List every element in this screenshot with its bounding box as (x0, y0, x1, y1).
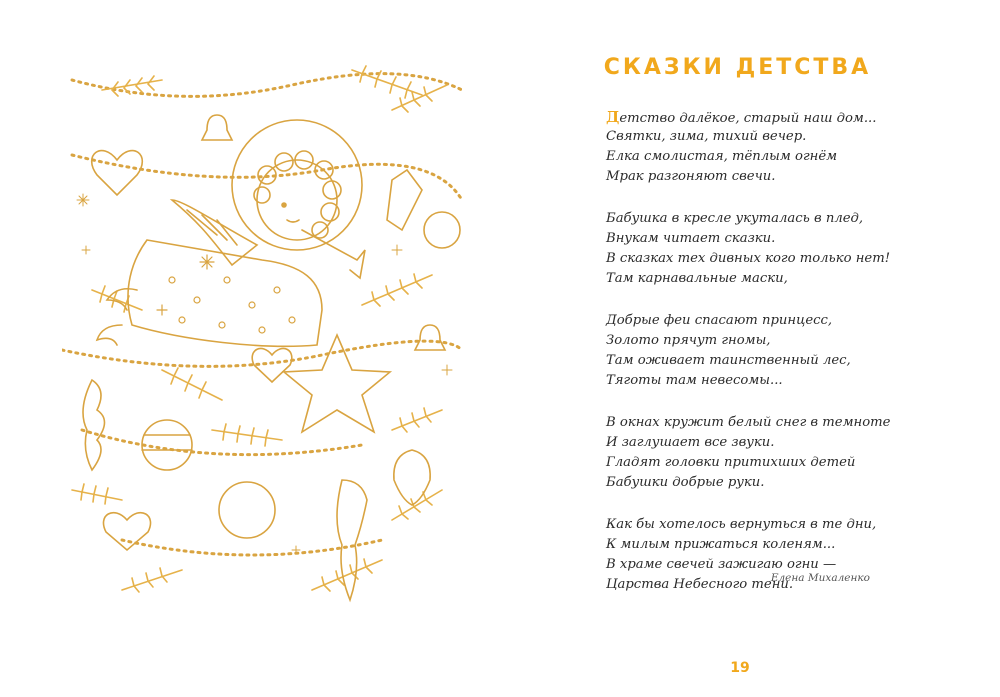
stanza (606, 107, 926, 187)
poem-line: В окнах кружит белый снег в темноте (606, 415, 891, 430)
stanza (606, 413, 926, 493)
ball-ornament (219, 482, 275, 538)
poem-line: Бабушки добрые руки. (606, 475, 765, 490)
poem-line: Мрак разгоняют свечи. (606, 169, 776, 184)
poem-line: В сказках тех дивных кого только нет! (606, 251, 891, 266)
poem-line (606, 107, 926, 127)
bell-ornament (415, 325, 445, 350)
icicle-ornament (83, 380, 105, 470)
page-title: СКАЗКИ ДЕТСТВА (603, 55, 872, 80)
poem-line: Бабушка в кресле укуталась в плед, (606, 211, 864, 226)
bead-garland (62, 341, 462, 366)
page-number: 19 (730, 660, 750, 676)
candy-ornament (387, 170, 422, 230)
bead-garland (122, 540, 382, 555)
poem-line: Гладят головки притихших детей (606, 455, 856, 470)
poem-line: Там оживает таинственный лес, (606, 353, 851, 368)
poem-line: Как бы хотелось вернуться в те дни, (606, 517, 877, 532)
poem-line: В храме свечей зажигаю огни — (606, 557, 837, 572)
poem-line: Тяготы там невесомы... (606, 373, 783, 388)
star-ornament (284, 335, 390, 432)
bead-garland (82, 430, 362, 455)
bead-garland (72, 155, 462, 200)
poem-line: Золото прячут гномы, (606, 333, 771, 348)
poem-line: К милым прижаться коленям... (606, 537, 836, 552)
poem-line: Там карнавальные маски, (606, 271, 788, 286)
poem-line: И заглушает все звуки. (606, 435, 775, 450)
poem-line: Добрые феи спасают принцесс, (606, 313, 833, 328)
christmas-angel-illustration (62, 50, 462, 620)
author-signature: Елена Михаленко (770, 572, 870, 584)
stanza (606, 209, 926, 289)
bell-ornament (202, 115, 232, 140)
ball-ornament (424, 212, 460, 248)
poem-line: Внукам читает сказки. (606, 231, 776, 246)
poem-line: Святки, зима, тихий вечер. (606, 129, 807, 144)
stanza (606, 311, 926, 391)
poem-line: Царства Небесного тени. (606, 577, 794, 592)
drop-cap: Д (606, 108, 620, 126)
heart-ornament (92, 151, 143, 195)
poem-line-text: етство далёкое, старый наш дом... (619, 111, 877, 126)
robe-pattern (157, 255, 295, 333)
poem (606, 107, 926, 617)
angel-halo (232, 120, 362, 250)
poem-line: Елка смолистая, тёплым огнём (606, 149, 838, 164)
